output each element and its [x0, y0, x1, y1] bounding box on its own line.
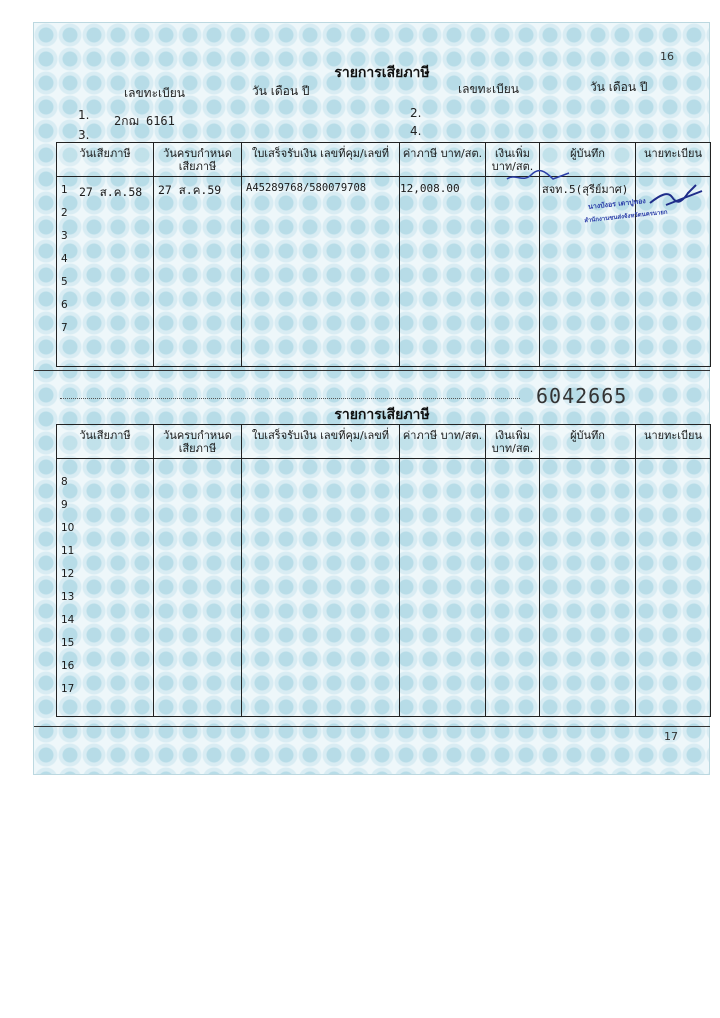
row-number: 17: [61, 683, 75, 695]
tax-table-top: [56, 142, 711, 367]
col-header-registrar: นายทะเบียน: [636, 143, 711, 177]
line-number-1: 1.: [78, 108, 90, 122]
blue-scribble-icon: [505, 165, 575, 189]
surcharge-cell: [486, 177, 540, 367]
entry-due-date: 27 ส.ค.59: [158, 183, 222, 197]
line-number-2: 2.: [410, 106, 422, 120]
col-header-pay-date: วันเสียภาษี: [57, 425, 154, 459]
entry-recorder: สจท.5(สุรีย์มาศ): [542, 183, 629, 196]
col-header-recorder: ผู้บันทึก: [540, 425, 636, 459]
col-header-registrar: นายทะเบียน: [636, 425, 711, 459]
date-label-left: วัน เดือน ปี: [252, 84, 310, 98]
registration-number: 2กฌ 6161: [114, 114, 175, 128]
row-number: 3: [61, 230, 68, 242]
col-header-tax: ค่าภาษี บาท/สต.: [400, 425, 486, 459]
pay-date-cell: [57, 177, 154, 367]
col-header-due-date: วันครบกำหนด เสียภาษี: [154, 425, 242, 459]
row-number: 12: [61, 568, 75, 580]
tax-table-bottom: [56, 424, 711, 717]
dotted-line: [60, 398, 520, 399]
row-number: 9: [61, 499, 68, 511]
signature-icon: [646, 181, 706, 211]
reg-label-right: เลขทะเบียน: [458, 82, 519, 96]
receipt-cell: [242, 177, 400, 367]
page-number-top: 16: [660, 50, 674, 63]
row-number: 5: [61, 276, 68, 288]
row-numbers-bottom: [57, 459, 153, 701]
entry-receipt: A45289768/580079708: [246, 182, 367, 194]
tax-cell: [400, 177, 486, 367]
receipt-cell: [242, 459, 400, 717]
registrar-cell: [636, 459, 711, 717]
due-date-cell: [154, 177, 242, 367]
registrar-cell: [636, 177, 711, 367]
row-number: 2: [61, 207, 68, 219]
col-header-surcharge: เงินเพิ่ม บาท/สต.: [486, 143, 540, 177]
col-header-tax: ค่าภาษี บาท/สต.: [400, 143, 486, 177]
row-number: 16: [61, 660, 75, 672]
col-header-due-date: วันครบกำหนด เสียภาษี: [154, 143, 242, 177]
entry-pay-date: 27 ส.ค.58: [79, 185, 143, 199]
line-number-3: 3.: [78, 128, 90, 142]
row-number: 13: [61, 591, 75, 603]
row-number: 11: [61, 545, 75, 557]
reg-label-left: เลขทะเบียน: [124, 86, 185, 100]
surcharge-cell: [486, 459, 540, 717]
row-number: 15: [61, 637, 75, 649]
stamp-number: 6042665: [536, 384, 628, 408]
row-number: 7: [61, 322, 68, 334]
row-number: 1: [61, 184, 68, 196]
col-header-pay-date: วันเสียภาษี: [57, 143, 154, 177]
tax-cell: [400, 459, 486, 717]
row-number: 8: [61, 476, 68, 488]
section-title-bottom: รายการเสียภาษี: [334, 407, 430, 423]
date-label-right: วัน เดือน ปี: [590, 80, 648, 94]
official-stamp-office: สำนักงานขนส่งจังหวัดนครนายก: [583, 208, 668, 225]
section-divider: [34, 370, 710, 371]
pay-date-cell: [57, 459, 154, 717]
col-header-receipt: ใบเสร็จรับเงิน เลขที่คุม/เลขที่: [242, 425, 400, 459]
official-stamp-name: นางบังอร เตาปูทอง: [587, 196, 647, 212]
bottom-divider: [34, 726, 710, 727]
col-header-receipt: ใบเสร็จรับเงิน เลขที่คุม/เลขที่: [242, 143, 400, 177]
recorder-cell: [540, 459, 636, 717]
row-number: 4: [61, 253, 68, 265]
row-number: 10: [61, 522, 75, 534]
line-number-4: 4.: [410, 124, 422, 138]
col-header-recorder: ผู้บันทึก: [540, 143, 636, 177]
section-title-top: รายการเสียภาษี: [334, 65, 430, 81]
recorder-cell: [540, 177, 668, 367]
row-number: 14: [61, 614, 75, 626]
col-header-surcharge: เงินเพิ่ม บาท/สต.: [486, 425, 540, 459]
page-number-bottom: 17: [664, 730, 678, 743]
entry-tax: 12,008.00: [400, 182, 460, 195]
due-date-cell: [154, 459, 242, 717]
row-number: 6: [61, 299, 68, 311]
